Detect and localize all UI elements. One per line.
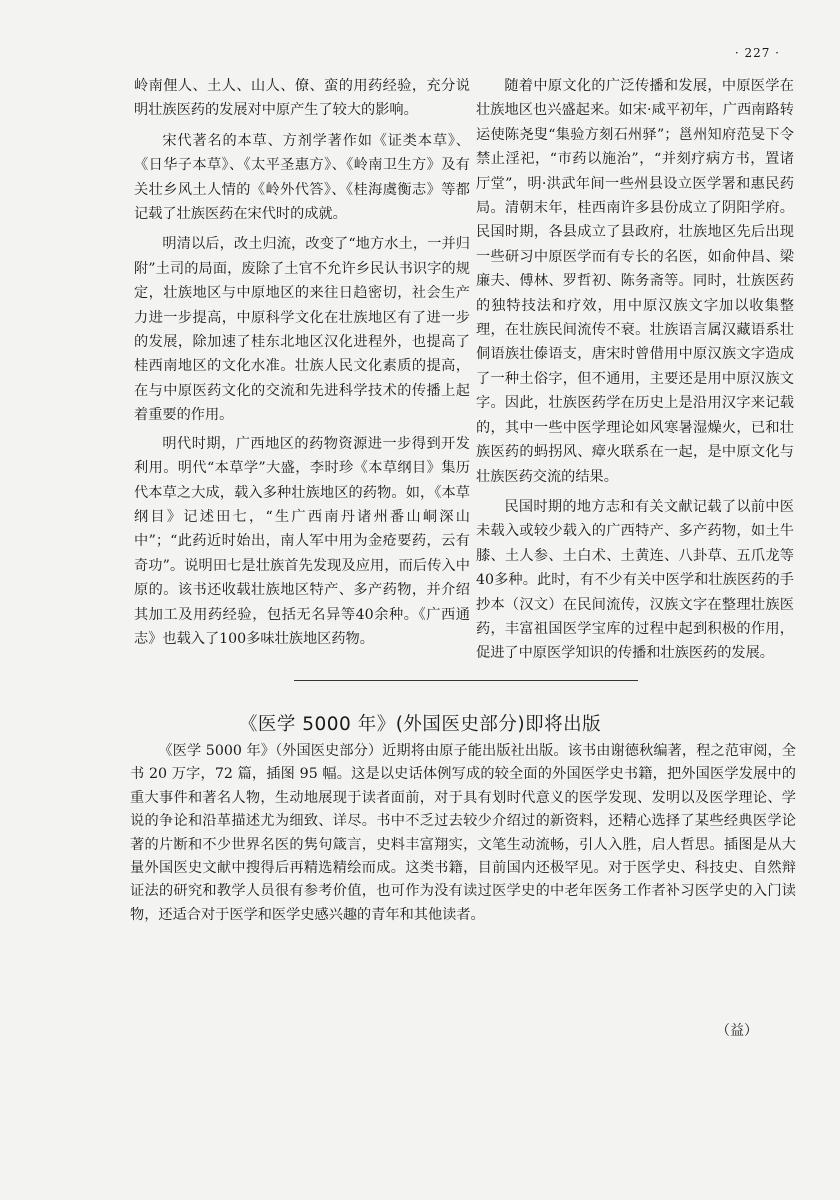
left-paragraph-1: 岭南俚人、土人、山人、僚、蛮的用药经验，充分说明壮族医药的发展对中原产生了较大的影响。 bbox=[134, 78, 470, 119]
right-paragraph-2: 民国时期的地方志和有关文献记载了以前中医未载入或较少载入的广西特产、多产药物，如土牛膝、土人参、土白术、土黄连、八卦草、五爪龙等40多种。此时，有不少有关中医学和壮族医药的手抄本（汉文）在民间流传，汉族文字在整理壮族医药，丰富祖国医学宝库的过程中起到积极的作用，促进了中原医学知识的传播和壮族医药的发展。 bbox=[476, 498, 794, 662]
section-divider bbox=[294, 680, 638, 681]
notice-title: 《医学 5000 年》(外国医史部分)即将出版 bbox=[238, 714, 602, 735]
left-paragraph-3: 明清以后，改土归流，改变了“地方水土，一并归附”土司的局面，废除了土官不允许乡民认书识字的规定，壮族地区与中原地区的来往日趋密切，社会生产力进一步提高，中原科学文化在壮族地区有了进一步的发展，除加速了桂东北地区汉化进程外，也提高了桂西南地区的文化水准。壮族人民文化素质的提高，在与中原医药文化的交流和先进科学技术的传播上起着重要的作用。 bbox=[134, 236, 470, 424]
left-paragraph-2: 宋代著名的本草、方剂学著作如《证类本草》、《日华子本草》、《太平圣惠方》、《岭南卫生方》及有关壮乡风土人情的《岭外代答》、《桂海虞衡志》等都记载了壮族医药在宋代时的成就。 bbox=[134, 132, 470, 223]
left-paragraph-4: 明代时期，广西地区的药物资源进一步得到开发利用。明代“本草学”大盛，李时珍《本草纲目》集历代本草之大成，载入多种壮族地区的药物。如，《本草纲目》记述田七，“生广西南丹诸州番山峒深山中”；“此药近时始出，南人军中用为金疮要药，云有奇功”。说明田七是壮族首先发现及应用，而后传入中原的。该书还收载壮族地区特产、多产药物，并介绍其加工及用药经验，包括无名异等40余种。《广西通志》也载入了100多味壮族地区药物。 bbox=[134, 435, 470, 647]
right-column bbox=[476, 74, 794, 666]
right-paragraph-1: 随着中原文化的广泛传播和发展，中原医学在壮族地区也兴盛起来。如宋·咸平初年，广西南路转运使陈尧叟“集验方刻石州驿”；邕州知府范旻下令禁止淫祀，“市药以施治”，“并刻疗病方书，置诸厅堂”，明·洪武年间一些州县设立医学署和惠民药局。清朝末年，桂西南许多县份成立了阴阳学府。民国时期，各县成立了县政府，壮族地区先后出现一些研习中原医学而有专长的名医，如俞仲昌、梁廉夫、傅林、罗哲初、陈务斋等。同时，壮族医药的独特技法和疗效，用中原汉族文字加以收集整理，在壮族民间流传不衰。壮族语言属汉藏语系壮侗语族壮傣语支，唐宋时曾借用中原汉族文字造成了一种土俗字，但不通用，主要还是用中原汉族文字。因此，壮族医药学在历史上是沿用汉字来记载的，其中一些中医学理论如风寒暑湿燥火，已和壮族医药的蚂拐风、瘴火联系在一起，是中原文化与壮族医药交流的结果。 bbox=[476, 78, 794, 485]
left-column bbox=[134, 74, 470, 651]
notice-body: 《医学 5000 年》（外国医史部分）近期将由原子能出版社出版。该书由谢德秋编著，程之范审阅，全书 20 万字，72 篇，插图 95 幅。这是以史话体例写成的较全面的外国医学史书籍，把外国医学发展中的重大事件和著名人物，生动地展现于读者面前，对于具有划时代意义的医学发现、发明以及医学理论、学说的争论和沿革描述尤为细致、详尽。书中不乏过去较少介绍过的新资料，还精心选择了某些经典医学论著的片断和不少世界名医的隽句箴言，史料丰富翔实，文笔生动流畅，引人入胜，启人哲思。插图是从大量外国医史文献中搜得后再精选精绘而成。这类书籍，目前国内还极罕见。对于医学史、科技史、自然辩证法的研究和教学人员很有参考价值，也可作为没有读过医学史的中老年医务工作者补习医学史的入门读物，还适合对于医学和医学史感兴趣的青年和其他读者。 bbox=[130, 743, 796, 923]
page-number: · 227 · bbox=[734, 46, 780, 60]
notice-signature: （益） bbox=[716, 1023, 758, 1039]
